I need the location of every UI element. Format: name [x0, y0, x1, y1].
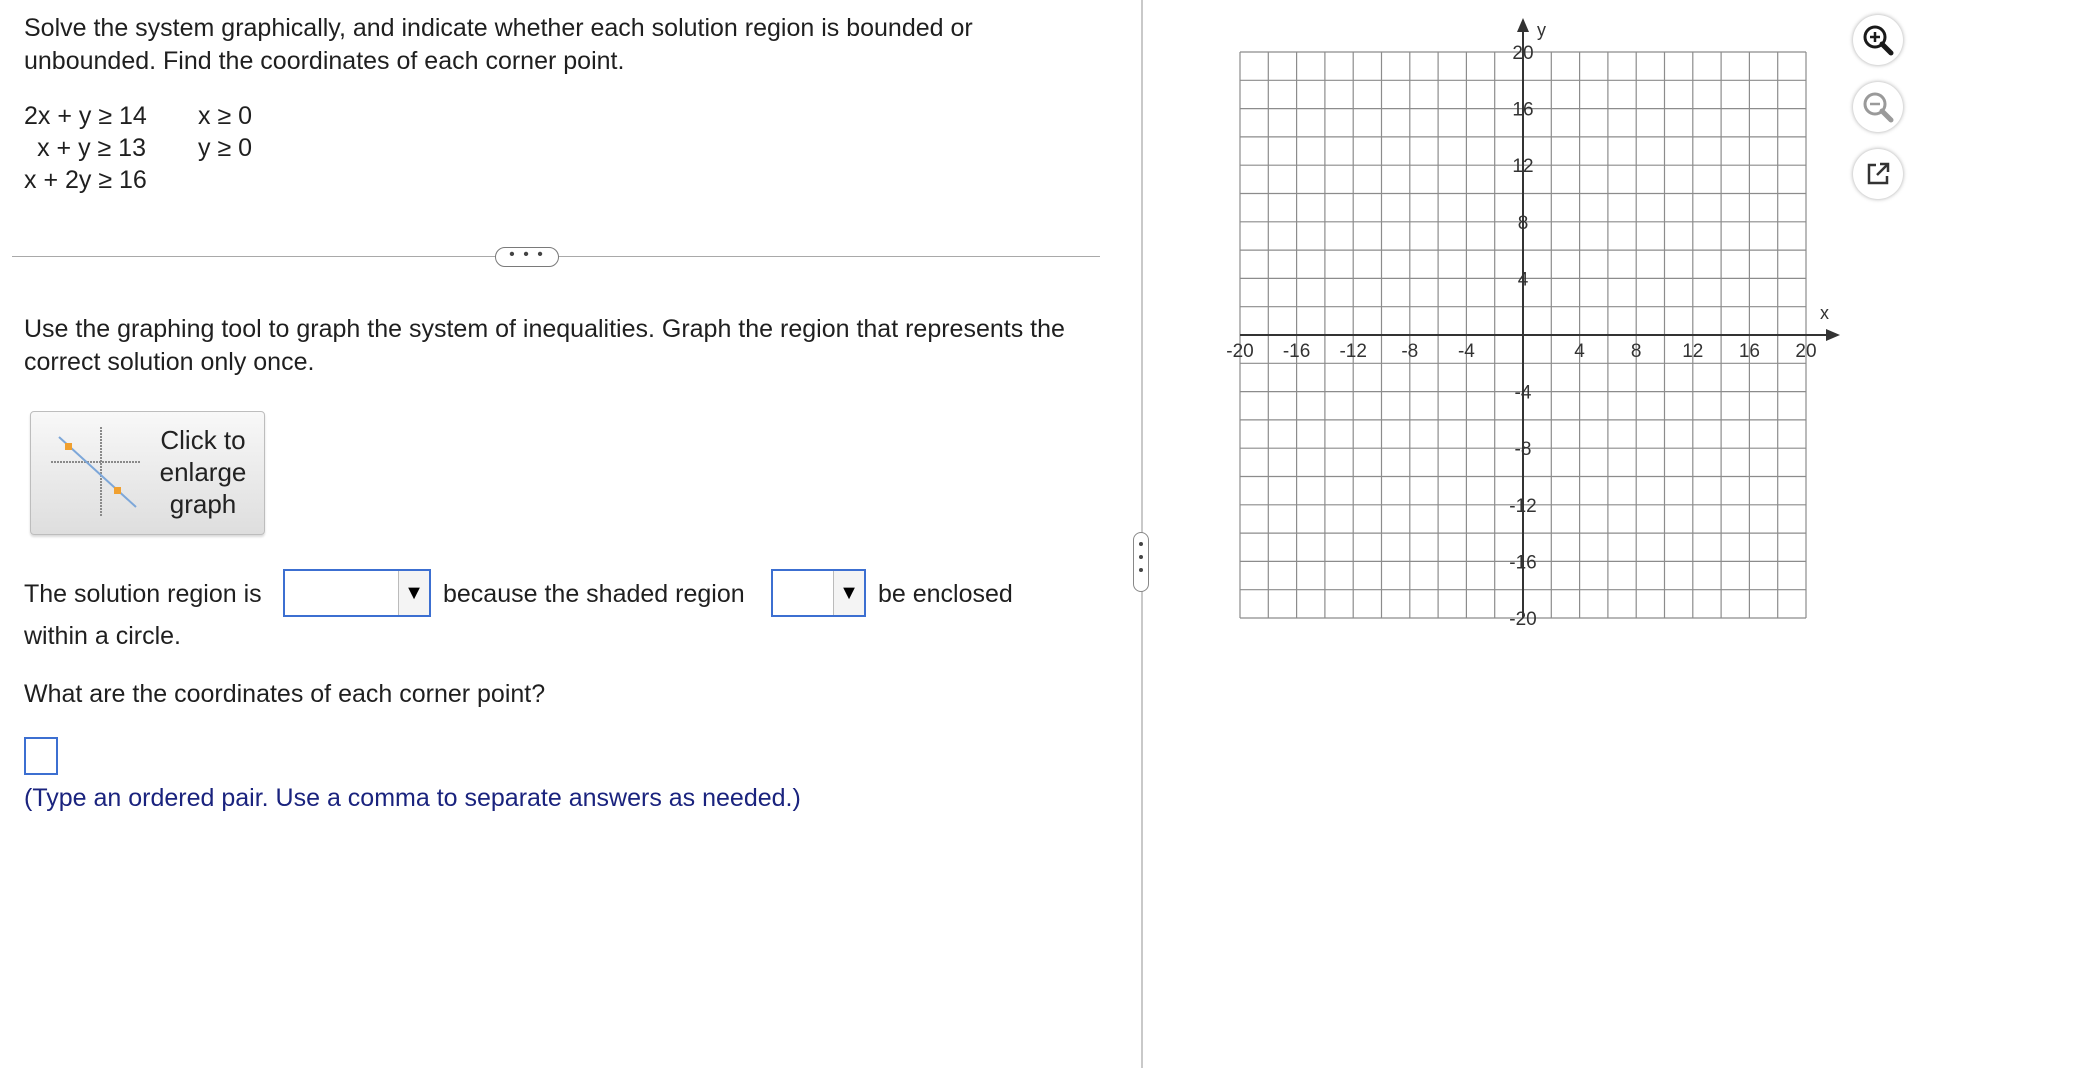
y-tick-label: -8 [1514, 439, 1532, 461]
dropdown-arrow-icon[interactable]: ▼ [833, 571, 864, 615]
can-cannot-dropdown[interactable] [771, 569, 866, 617]
answer-part1: The solution region is [24, 580, 262, 608]
answer-part3: be enclosed [878, 580, 1013, 608]
answer-part4: within a circle. [24, 622, 181, 650]
y-axis-arrow [1517, 18, 1529, 32]
inequality-1: 2x + y ≥ 14 [24, 102, 147, 130]
zoom-in-icon [1861, 23, 1895, 57]
answer-part2: because the shaded region [443, 580, 745, 608]
y-tick-label: 12 [1512, 156, 1534, 178]
graph-thumbnail-icon [41, 422, 151, 522]
splitter-handle[interactable] [1133, 532, 1149, 592]
x-tick-label: -20 [1226, 341, 1254, 362]
zoom-in-button[interactable] [1853, 15, 1903, 65]
y-axis-label: y [1537, 20, 1546, 40]
corner-points-question: What are the coordinates of each corner point? [24, 680, 546, 708]
graph-tick-labels [1226, 43, 1816, 630]
dropdown-arrow-icon[interactable]: ▼ [398, 571, 429, 615]
enlarge-graph-label: Click to enlarge graph [159, 425, 247, 519]
enlarge-graph-button[interactable] [30, 411, 265, 535]
x-tick-label: 12 [1682, 341, 1704, 362]
zoom-out-button[interactable] [1853, 82, 1903, 132]
x-tick-label: -16 [1282, 341, 1311, 362]
x-tick-label: -12 [1339, 341, 1367, 362]
expand-ellipsis-button[interactable]: • • • [495, 247, 559, 267]
answer-format-hint: (Type an ordered pair. Use a comma to separate answers as needed.) [24, 784, 801, 812]
y-tick-label: -20 [1509, 609, 1537, 630]
y-tick-label: -16 [1509, 552, 1537, 574]
zoom-out-icon [1861, 90, 1895, 124]
x-tick-label: -4 [1457, 341, 1475, 362]
x-axis-arrow [1826, 329, 1840, 341]
inequality-4: x ≥ 0 [198, 102, 253, 130]
inequality-5: y ≥ 0 [198, 134, 253, 162]
y-tick-label: -12 [1509, 495, 1537, 517]
corner-points-input[interactable] [24, 737, 58, 775]
x-tick-label: 20 [1795, 341, 1817, 362]
inequality-list-right [198, 100, 252, 164]
x-axis-label: x [1820, 303, 1829, 323]
inequality-list-left [24, 100, 146, 196]
task-instruction: Use the graphing tool to graph the system of inequalities. Graph the region that represents the correct solution only once. [24, 315, 1065, 376]
y-tick-label: 20 [1512, 43, 1534, 64]
y-tick-label: 16 [1512, 99, 1534, 121]
inequality-2: x + y ≥ 13 [37, 134, 146, 162]
x-tick-label: 16 [1738, 341, 1760, 362]
bounded-dropdown[interactable] [283, 569, 431, 617]
x-tick-label: -8 [1401, 341, 1419, 362]
y-tick-label: 8 [1517, 212, 1529, 234]
popout-button[interactable] [1853, 149, 1903, 199]
graph-canvas[interactable] [1200, 10, 1860, 650]
x-tick-label: 8 [1630, 341, 1642, 362]
problem-instruction: Solve the system graphically, and indicate whether each solution region is bounded or unbounded. Find the coordinates of each corner point. [24, 14, 973, 75]
inequality-3: x + 2y ≥ 16 [24, 166, 147, 194]
y-tick-label: -4 [1514, 382, 1532, 404]
x-tick-label: 4 [1574, 341, 1585, 362]
popout-icon [1863, 159, 1893, 189]
y-tick-label: 4 [1517, 269, 1529, 291]
